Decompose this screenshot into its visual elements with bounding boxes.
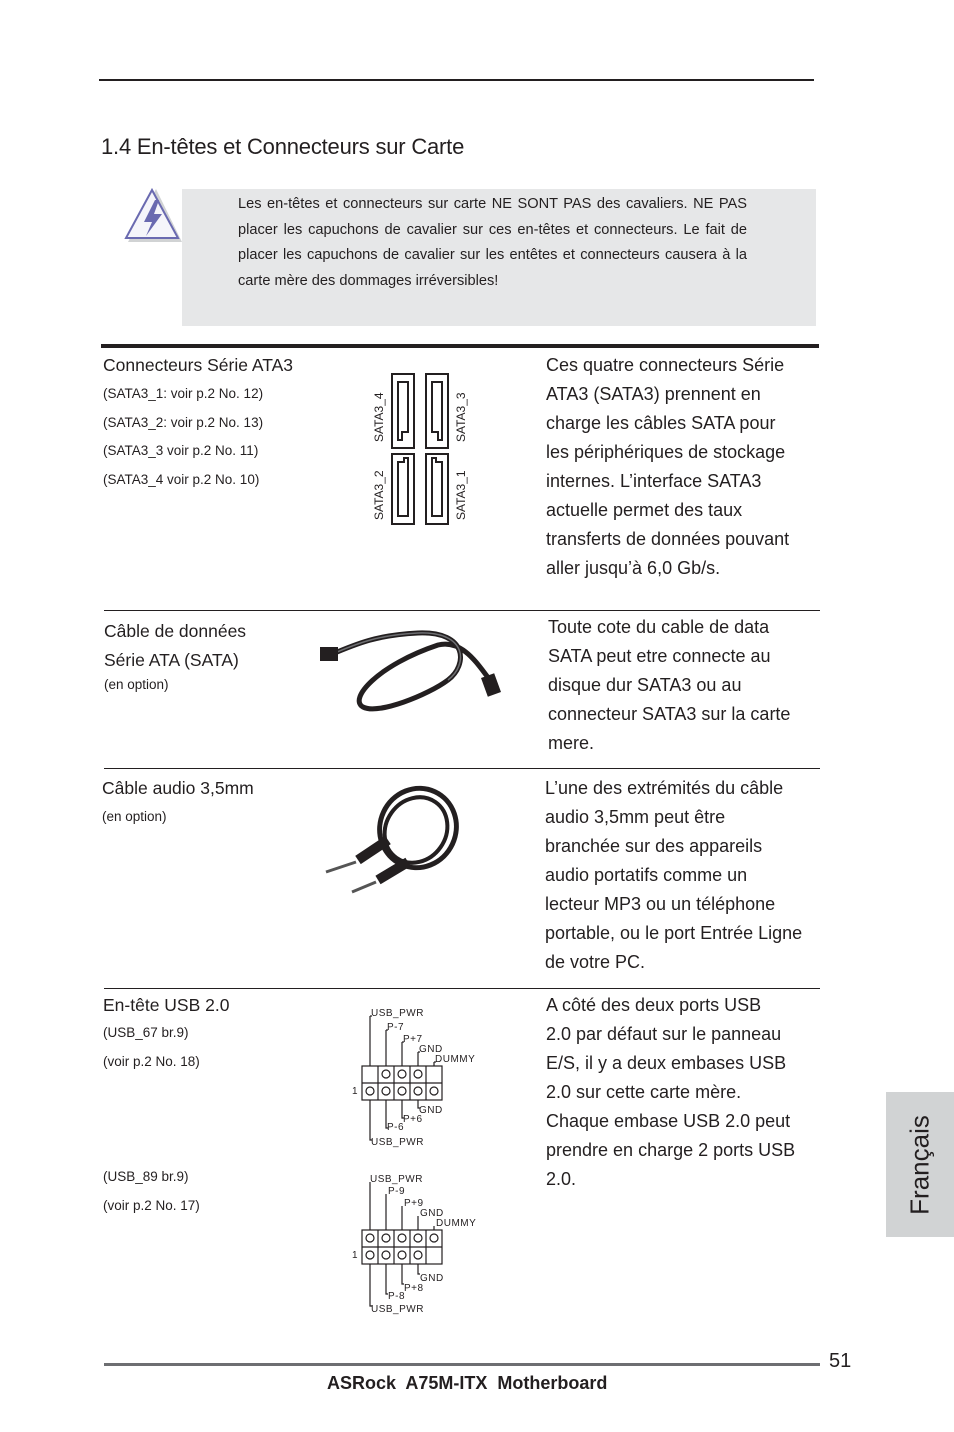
- page-number: 51: [829, 1350, 852, 1372]
- desc-line: les périphériques de stockage: [546, 442, 786, 462]
- audio-cable-description: [545, 774, 802, 977]
- top-rule: [99, 79, 814, 81]
- sata-ref: (SATA3_3 voir p.2 No. 11): [103, 443, 259, 458]
- desc-line: transferts de données pouvant: [546, 529, 790, 549]
- desc-line: lecteur MP3 ou un téléphone: [545, 894, 776, 914]
- section-rule: [104, 988, 820, 989]
- pin-label: GND: [420, 1208, 444, 1219]
- sata-plug-right: [481, 673, 501, 697]
- desc-line: Toute cote du cable de data: [548, 617, 770, 637]
- pin-1-marker: 1: [352, 1086, 359, 1097]
- section-rule: [104, 768, 820, 769]
- usb-header-diagram-2: [348, 1170, 488, 1316]
- usb-description: [546, 991, 795, 1194]
- pin-label: P+7: [403, 1034, 423, 1045]
- language-side-tab: [886, 1092, 954, 1237]
- sata-plug-left: [320, 647, 338, 661]
- desc-line: L’une des extrémités du câble: [545, 778, 784, 798]
- section-rule: [104, 610, 820, 611]
- desc-line: audio 3,5mm peut être: [545, 807, 726, 827]
- pin-label: USB_PWR: [371, 1137, 424, 1148]
- desc-line: mere.: [548, 733, 595, 753]
- pin-label: P-6: [387, 1122, 405, 1133]
- desc-line: Chaque embase USB 2.0 peut: [546, 1111, 791, 1131]
- audio-cable-option: (en option): [102, 809, 167, 824]
- desc-line: ATA3 (SATA3) prennent en: [546, 384, 761, 404]
- desc-line: 2.0.: [546, 1169, 577, 1189]
- usb-header1-refs: [103, 1019, 200, 1076]
- pin-1-marker: 1: [352, 1250, 359, 1261]
- footer-title: ASRock A75M-ITX Motherboard: [327, 1373, 608, 1393]
- pin-label: GND: [419, 1044, 443, 1055]
- desc-line: 2.0 sur cette carte mère.: [546, 1082, 742, 1102]
- desc-line: disque dur SATA3 ou au: [548, 675, 742, 695]
- usb-ref: (USB_67 br.9): [103, 1025, 189, 1040]
- sata-title: Connecteurs Série ATA3: [103, 355, 294, 375]
- section-rule-thick: [101, 344, 819, 348]
- pin-label: P-8: [388, 1291, 406, 1302]
- sata-cable-option: (en option): [104, 677, 169, 692]
- sata-port-1: [426, 454, 448, 524]
- sata-port-label: SATA3_1: [454, 470, 468, 520]
- sata-cable-description: [548, 613, 790, 758]
- desc-line: aller jusqu’à 6,0 Gb/s.: [546, 558, 721, 578]
- desc-line: de votre PC.: [545, 952, 646, 972]
- pin-label: DUMMY: [435, 1054, 476, 1065]
- sata-port-4-key: [398, 382, 408, 440]
- desc-line: internes. L’interface SATA3: [546, 471, 762, 491]
- desc-line: A côté des deux ports USB: [546, 995, 762, 1015]
- sata-port-label: SATA3_2: [372, 470, 386, 520]
- pin-label: P+6: [403, 1114, 423, 1125]
- warning-icon: [122, 186, 184, 246]
- desc-line: prendre en charge 2 ports USB: [546, 1140, 796, 1160]
- audio-cable-image: [318, 780, 468, 900]
- title-line: Série ATA (SATA): [104, 650, 239, 670]
- desc-line: charge les câbles SATA pour: [546, 413, 776, 433]
- desc-line: Ces quatre connecteurs Série: [546, 355, 785, 375]
- sata-connectors-diagram: [364, 370, 474, 530]
- pin-label: P+9: [404, 1198, 424, 1209]
- title-line: Câble de données: [104, 621, 247, 641]
- pin-label: P+8: [404, 1283, 424, 1294]
- sata-port-1-key: [432, 458, 442, 516]
- sata-port-label: SATA3_3: [454, 392, 468, 442]
- desc-line: actuelle permet des taux: [546, 500, 743, 520]
- sata-cable-image: [318, 625, 508, 720]
- footer-rule: [104, 1363, 820, 1366]
- pin-label: GND: [420, 1273, 444, 1284]
- desc-line: portable, ou le port Entrée Ligne: [545, 923, 803, 943]
- usb-title: En-tête USB 2.0: [103, 995, 230, 1015]
- desc-line: 2.0 par défaut sur le panneau: [546, 1024, 782, 1044]
- warning-note-text: Les en-têtes et connecteurs sur carte NE SONT PAS des cavaliers. NE PAS placer les capuchons de cavalier sur ces en-têtes et connecteurs. Le fait de placer les capuchons de cavalier sur les entêtes et connecteurs causera à la carte mère des dommages irréversibles!: [238, 196, 747, 289]
- sata-ref: (SATA3_1: voir p.2 No. 12): [103, 386, 264, 401]
- usb-ref: (voir p.2 No. 17): [103, 1197, 200, 1213]
- audio-cable-title: Câble audio 3,5mm: [102, 778, 254, 798]
- sata-port-2-key: [398, 458, 408, 516]
- usb-header2-refs: [103, 1163, 200, 1220]
- sata-ref: (SATA3_2: voir p.2 No. 13): [103, 414, 264, 430]
- sata-ref: (SATA3_4 voir p.2 No. 10): [103, 471, 260, 487]
- desc-line: E/S, il y a deux embases USB: [546, 1053, 787, 1073]
- sata-cable-title: [104, 617, 246, 675]
- pin-label: GND: [419, 1105, 443, 1116]
- desc-line: branchée sur des appareils: [545, 836, 763, 856]
- pin-label: DUMMY: [436, 1218, 477, 1229]
- sata-port-2: [392, 454, 414, 524]
- sata-port-3-key: [432, 382, 442, 440]
- section-title: 1.4 En-têtes et Connecteurs sur Carte: [101, 134, 465, 159]
- sata-refs: [103, 380, 263, 494]
- pin-label: USB_PWR: [370, 1174, 423, 1185]
- pin-label: USB_PWR: [371, 1008, 424, 1019]
- desc-line: audio portatifs comme un: [545, 865, 748, 885]
- usb-ref: (voir p.2 No. 18): [103, 1053, 200, 1069]
- sata-port-label: SATA3_4: [372, 392, 386, 442]
- usb-ref: (USB_89 br.9): [103, 1169, 189, 1184]
- pin-label: P-9: [388, 1186, 406, 1197]
- usb-header-diagram-1: [348, 1004, 488, 1150]
- sata-description: [546, 351, 789, 583]
- pin-label: USB_PWR: [371, 1304, 424, 1315]
- desc-line: SATA peut etre connecte au: [548, 646, 771, 666]
- language-label: Français: [904, 1114, 935, 1215]
- desc-line: connecteur SATA3 sur la carte: [548, 704, 791, 724]
- pin-label: P-7: [387, 1022, 405, 1033]
